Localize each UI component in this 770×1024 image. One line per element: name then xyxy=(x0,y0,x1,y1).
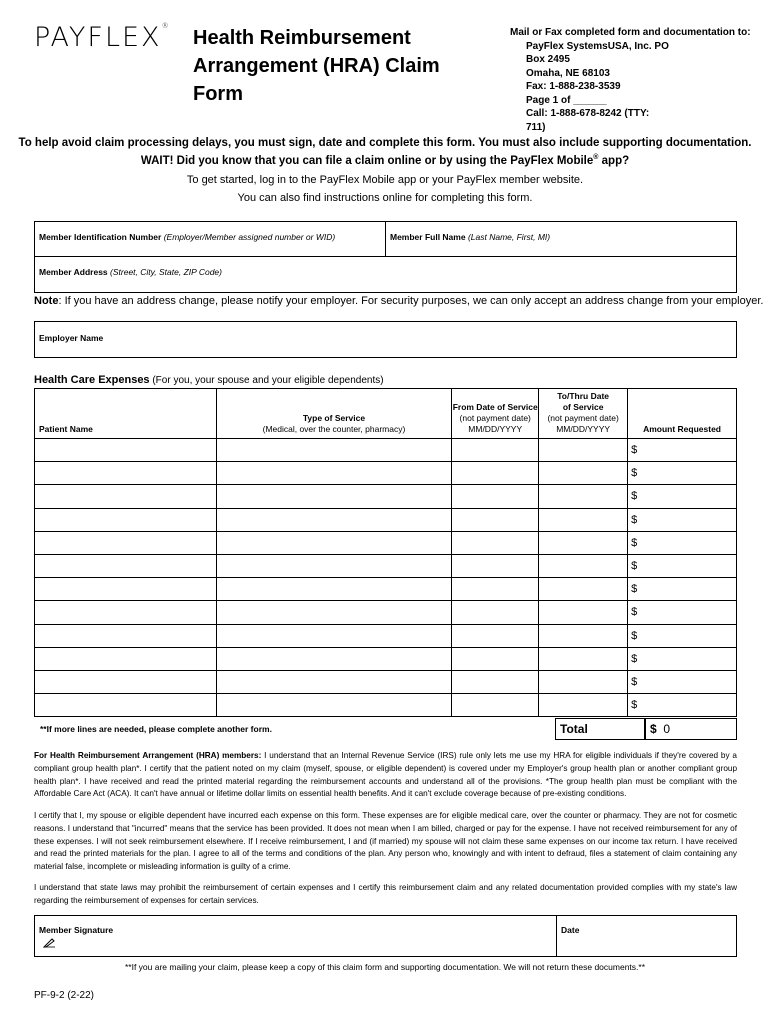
expenses-table xyxy=(34,388,737,717)
mail-instructions xyxy=(510,26,755,134)
member-address-label: Member Address (Street, City, State, ZIP Code) xyxy=(39,267,222,277)
col-from-date: From Date of Service (not payment date) MM/DD/YYYY xyxy=(452,389,539,439)
form-title-line1: Health Reimbursement xyxy=(193,27,411,49)
form-number: PF-9-2 (2-22) xyxy=(34,990,95,1001)
payflex-logo: PAYFLEX® xyxy=(34,22,169,53)
intro-warning: To help avoid claim processing delays, you must sign, date and complete this form. You must also include supporting documentation. xyxy=(18,137,752,149)
total-label: Total xyxy=(555,718,645,740)
address-note: Note: If you have an address change, please notify your employer. For security purposes, we can only accept an address change from your employer. xyxy=(34,295,764,307)
amount-cell[interactable]: $ xyxy=(628,485,737,508)
from-date-cell[interactable] xyxy=(452,578,539,601)
employer-name-label: Employer Name xyxy=(39,333,104,343)
from-date-cell[interactable] xyxy=(452,485,539,508)
date-field[interactable] xyxy=(557,916,583,942)
from-date-cell[interactable] xyxy=(452,462,539,485)
amount-cell[interactable]: $ xyxy=(628,670,737,693)
date-label: Date xyxy=(561,925,580,935)
expense-row xyxy=(35,554,737,577)
expense-row xyxy=(35,508,737,531)
patient-name-cell[interactable] xyxy=(35,670,217,693)
member-address-field[interactable] xyxy=(34,256,737,293)
expense-row xyxy=(35,647,737,670)
mail-line: 711) xyxy=(526,121,546,133)
from-date-cell[interactable] xyxy=(452,670,539,693)
patient-name-cell[interactable] xyxy=(35,578,217,601)
type-of-service-cell[interactable] xyxy=(216,670,452,693)
type-of-service-cell[interactable] xyxy=(216,439,452,462)
mail-line: Omaha, NE 68103 xyxy=(526,67,610,79)
expense-row xyxy=(35,601,737,624)
patient-name-cell[interactable] xyxy=(35,694,217,717)
to-date-cell[interactable] xyxy=(539,554,628,577)
mail-line: Box 2495 xyxy=(526,54,570,65)
intro-online-claim: WAIT! Did you know that you can file a claim online or by using the PayFlex Mobile® app? xyxy=(140,154,630,167)
pen-icon xyxy=(43,938,57,951)
amount-cell[interactable]: $ xyxy=(628,578,737,601)
type-of-service-cell[interactable] xyxy=(216,601,452,624)
mail-line: Call: 1-888-678-8242 (TTY: xyxy=(526,108,650,119)
to-date-cell[interactable] xyxy=(539,485,628,508)
expense-row xyxy=(35,531,737,554)
type-of-service-cell[interactable] xyxy=(216,531,452,554)
patient-name-cell[interactable] xyxy=(35,439,217,462)
to-date-cell[interactable] xyxy=(539,439,628,462)
patient-name-cell[interactable] xyxy=(35,462,217,485)
intro-get-started: To get started, log in to the PayFlex Mobile app or your PayFlex member website. xyxy=(186,174,584,186)
expense-certification-text: I certify that I, my spouse or eligible dependent have incurred each expense on this form. These expenses are for eligible medical care, over the counter or pharmacy. They are not for cosmetic reasons. I understand that "incurred" means that the service has been provided. It does not mean when I am billed, charged or pay for the expense. I have not received reimbursement for any of these expenses. I will not seek reimbursement elsewhere. If I receive reimbursement, I and (if married) my spouse will not claim these same expenses on our income tax return. I have received and read the printed materials for the plan. I agree to all of the terms and conditions of the plan. Any person who, knowingly and with intent to defraud, files a statement of claim containing any material false, incomplete or misleading information is guilty of a crime. xyxy=(34,811,737,872)
expenses-heading: Health Care Expenses (For you, your spouse and your eligible dependents) xyxy=(34,374,384,386)
amount-cell[interactable]: $ xyxy=(628,694,737,717)
from-date-cell[interactable] xyxy=(452,647,539,670)
amount-cell[interactable]: $ xyxy=(628,624,737,647)
from-date-cell[interactable] xyxy=(452,554,539,577)
col-patient-name: Patient Name xyxy=(35,389,217,439)
amount-cell[interactable]: $ xyxy=(628,462,737,485)
type-of-service-cell[interactable] xyxy=(216,624,452,647)
type-of-service-cell[interactable] xyxy=(216,508,452,531)
mail-line: PayFlex SystemsUSA, Inc. PO xyxy=(526,40,669,52)
mail-line: Fax: 1-888-238-3539 xyxy=(526,81,621,92)
expense-row xyxy=(35,670,737,693)
from-date-cell[interactable] xyxy=(452,694,539,717)
type-of-service-cell[interactable] xyxy=(216,578,452,601)
patient-name-cell[interactable] xyxy=(35,647,217,670)
to-date-cell[interactable] xyxy=(539,624,628,647)
to-date-cell[interactable] xyxy=(539,670,628,693)
member-name-field[interactable] xyxy=(385,221,737,257)
employer-name-field[interactable] xyxy=(34,321,737,358)
to-date-cell[interactable] xyxy=(539,531,628,554)
from-date-cell[interactable] xyxy=(452,531,539,554)
to-date-cell[interactable] xyxy=(539,462,628,485)
member-id-field[interactable] xyxy=(34,221,386,257)
mail-line: Page 1 of ______ xyxy=(526,94,607,106)
type-of-service-cell[interactable] xyxy=(216,694,452,717)
from-date-cell[interactable] xyxy=(452,508,539,531)
expense-row xyxy=(35,624,737,647)
expense-row xyxy=(35,462,737,485)
type-of-service-cell[interactable] xyxy=(216,554,452,577)
member-name-label: Member Full Name (Last Name, First, MI) xyxy=(390,232,551,242)
member-id-label: Member Identification Number (Employer/Member assigned number or WID) xyxy=(39,232,336,242)
form-title xyxy=(193,24,493,108)
hra-certification-text: For Health Reimbursement Arrangement (HRA) members: I understand that an Internal Revenue Service (IRS) rule only lets me use my HRA for eligible individuals if they're covered by a compliant group health plan*. I certify that the patient noted on my claim (myself, spouse, or eligible dependent) is covered under my Employer's group health plan or another compliant group health plan*. I have received and read the printed material regarding the reimbursement accounts and understand all of the provisions. *The group health plan must be compliant with the Affordable Care Act (ACA). It can't have annual or lifetime dollar limits on essential health benefits. And it can't exclude coverage because of pre-existing conditions. xyxy=(34,751,737,799)
amount-cell[interactable]: $ xyxy=(628,601,737,624)
amount-cell[interactable]: $ xyxy=(628,554,737,577)
amount-cell[interactable]: $ xyxy=(628,531,737,554)
more-lines-note: **If more lines are needed, please complete another form. xyxy=(40,724,272,734)
signature-row xyxy=(34,915,737,957)
patient-name-cell[interactable] xyxy=(35,531,217,554)
col-amount-requested: Amount Requested xyxy=(628,389,737,439)
expense-row xyxy=(35,694,737,717)
col-type-of-service: Type of Service (Medical, over the counter, pharmacy) xyxy=(216,389,452,439)
patient-name-cell[interactable] xyxy=(35,624,217,647)
from-date-cell[interactable] xyxy=(452,439,539,462)
total-amount-field[interactable]: $ 0 xyxy=(645,718,737,740)
form-title-line2: Arrangement (HRA) Claim Form xyxy=(193,55,440,105)
patient-name-cell[interactable] xyxy=(35,601,217,624)
expense-row xyxy=(35,439,737,462)
to-date-cell[interactable] xyxy=(539,694,628,717)
type-of-service-cell[interactable] xyxy=(216,647,452,670)
expense-row xyxy=(35,578,737,601)
expense-row xyxy=(35,485,737,508)
type-of-service-cell[interactable] xyxy=(216,485,452,508)
patient-name-cell[interactable] xyxy=(35,508,217,531)
intro-instructions: You can also find instructions online for completing this form. xyxy=(237,192,533,204)
type-of-service-cell[interactable] xyxy=(216,462,452,485)
from-date-cell[interactable] xyxy=(452,624,539,647)
to-date-cell[interactable] xyxy=(539,578,628,601)
keep-copy-note: **If you are mailing your claim, please keep a copy of this claim form and supporting documentation. We will not return these documents.** xyxy=(124,962,646,972)
patient-name-cell[interactable] xyxy=(35,554,217,577)
to-date-cell[interactable] xyxy=(539,508,628,531)
patient-name-cell[interactable] xyxy=(35,485,217,508)
from-date-cell[interactable] xyxy=(452,601,539,624)
member-signature-label: Member Signature xyxy=(39,925,114,935)
to-date-cell[interactable] xyxy=(539,601,628,624)
amount-cell[interactable]: $ xyxy=(628,647,737,670)
state-law-text: I understand that state laws may prohibit the reimbursement of certain expenses and I certify this reimbursement claim and any related documentation provided complies with my state's law regarding the reimbursement of expenses for certain services. xyxy=(34,883,737,905)
mail-line: Mail or Fax completed form and documentation to: xyxy=(510,27,751,38)
amount-cell[interactable]: $ xyxy=(628,439,737,462)
amount-cell[interactable]: $ xyxy=(628,508,737,531)
to-date-cell[interactable] xyxy=(539,647,628,670)
col-to-date: To/Thru Date of Service (not payment date) MM/DD/YYYY xyxy=(539,389,628,439)
member-signature-field[interactable] xyxy=(35,916,557,956)
